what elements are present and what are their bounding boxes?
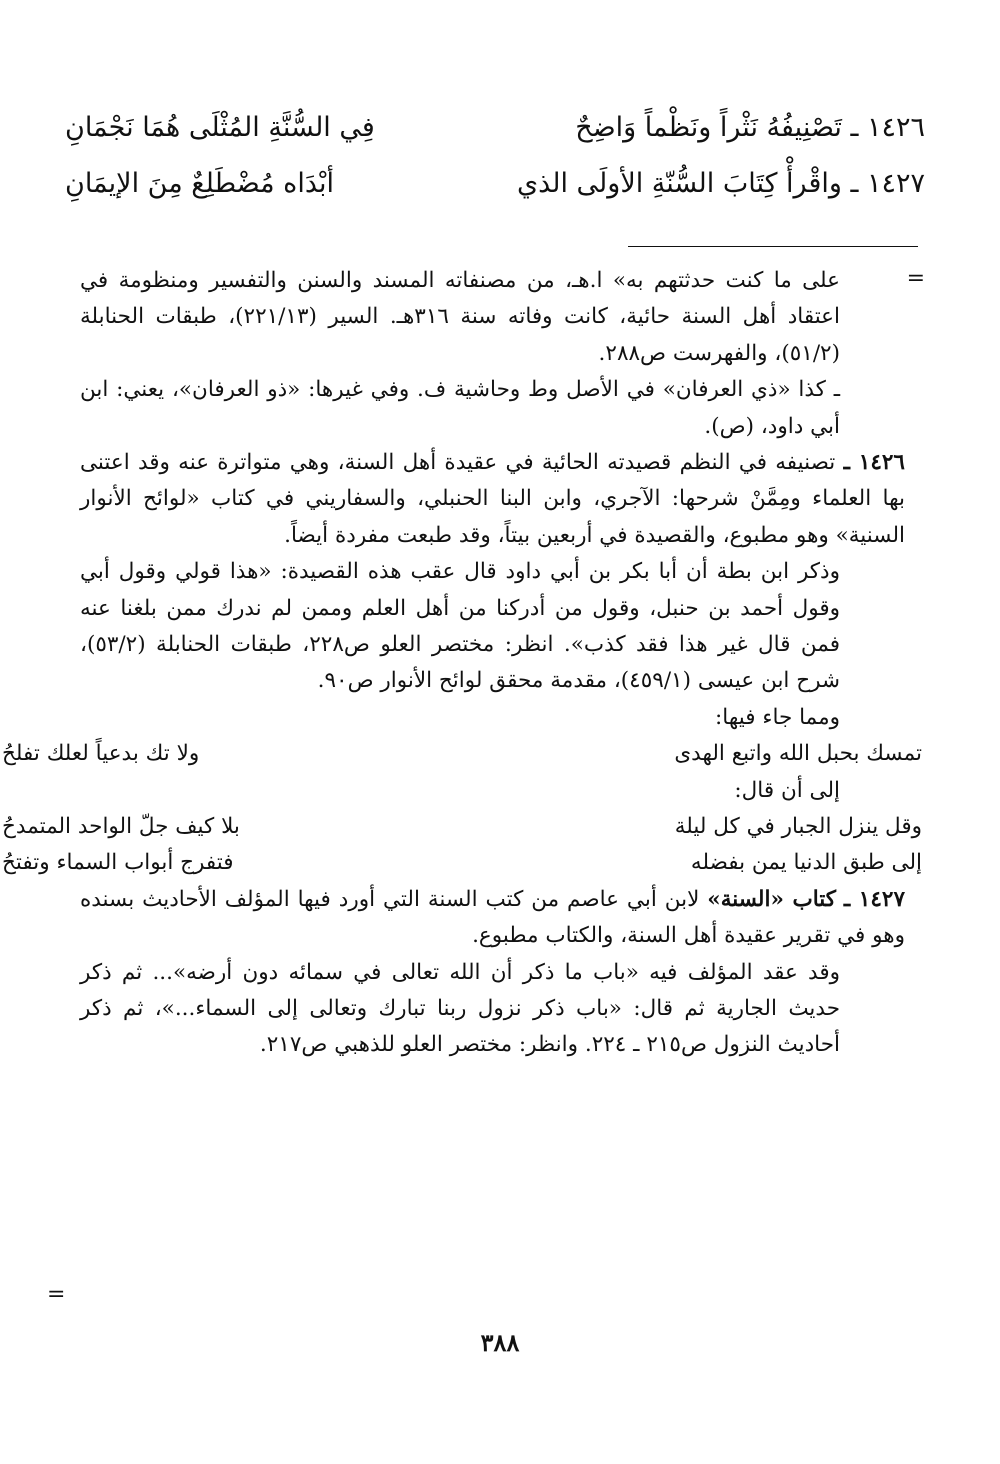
- verse-first-hemistich: وقل ينزل الجبار في كل ليلة: [674, 814, 922, 840]
- footnote-paragraph: وذكر ابن بطة أن أبا بكر بن أبي داود قال عقب هذه القصيدة: «هذا قولي وقول أبي وقول أحمد بن حنبل، وقول من أدركنا من أهل العلم وممن لم ندرك ممن بلغنا عنه فمن قال غير هذا فقد كذب». انظر: مختصر العلو ص٢٢٨، طبقات الحنابلة (٥٣/٢)، شرح ابن عيسى (٤٥٩/١)، مقدمة محقق لوائح الأنوار ص٩٠.: [80, 559, 840, 694]
- footnote-continued: على ما كنت حدثتهم به» ا.هـ، من مصنفاته المسند والسنن والتفسير ومنظومة في اعتقاد أهل السنة حائية، كانت وفاته سنة ٣١٦هـ. السير (٢٢١/١٣)، طبقات الحنابلة (٥١/٢)، والفهرست ص٢٨٨.: [80, 268, 840, 366]
- footnote-1426: [80, 445, 905, 554]
- verse-second-hemistich: فتفرج أبواب السماء وتفتحُ: [2, 850, 234, 876]
- verse-second-hemistich: بلا كيف جلّ الواحد المتمدحُ: [2, 814, 240, 840]
- footnote-variant-note: ـ كذا «ذي العرفان» في الأصل وط وحاشية ف. وفي غيرها: «ذو العرفان»، يعني: ابن أبي داود، (ص).: [80, 377, 840, 439]
- footnote-separator: [628, 246, 918, 247]
- footnote-paragraph: إلى أن قال:: [734, 777, 840, 803]
- quoted-verse: [2, 809, 922, 845]
- verse-second-hemistich: فِي السُّنَّةِ المُثْلَى هُمَا نَجْمَانِ: [65, 112, 375, 143]
- verse-second-hemistich: ولا تك بدعياً لعلك تفلحُ: [2, 741, 200, 767]
- footnote-text: لابن أبي عاصم من كتب السنة التي أورد فيها المؤلف الأحاديث بسنده وهو في تقرير عقيدة أهل السنة، والكتاب مطبوع.: [80, 886, 905, 949]
- footnote-1427: [80, 882, 905, 955]
- footnote-paragraph: وقد عقد المؤلف فيه «باب ما ذكر أن الله تعالى في سمائه دون أرضه»... ثم ذكر حديث الجارية ثم قال: «باب ذكر نزول ربنا تبارك وتعالى إلى السماء...»، ثم ذكر أحاديث النزول ص٢١٥ ـ ٢٢٤. وانظر: مختصر العلو للذهبي ص٢١٧.: [80, 959, 840, 1058]
- footnotes: [2, 263, 922, 1313]
- verse-first-hemistich: ١٤٢٦ ـ تَصْنِيفُهُ نَثْراً ونَظْماً وَاضِحٌ: [575, 112, 925, 143]
- page-number: ٣٨٨: [480, 1328, 520, 1357]
- quoted-verse: [2, 736, 922, 772]
- quoted-verse: [2, 845, 922, 881]
- footnote-title: كتاب «السنة»: [707, 886, 836, 912]
- verse-first-hemistich: إلى طبق الدنيا يمن بفضله: [690, 850, 922, 876]
- footnote-number: ١٤٢٧ ـ: [843, 886, 905, 912]
- verse-second-hemistich: أبْدَاه مُضْطَلِعٌ مِنَ الإيمَانِ: [65, 168, 335, 199]
- poem-verse-1426: [65, 112, 925, 152]
- verse-first-hemistich: ١٤٢٧ ـ واقْرأْ كِتَابَ السُّنّةِ الأولَى الذي: [516, 168, 925, 199]
- verse-first-hemistich: تمسك بحبل الله واتبع الهدى: [674, 741, 922, 767]
- poem-verse-1427: [65, 168, 925, 208]
- footnote-number: ١٤٢٦ ـ: [843, 450, 905, 476]
- footnote-text: تصنيفه في النظم قصيدته الحائية في عقيدة أهل السنة، وهي متواترة عنه وقد اعتنى بها العلماء ومِمَّنْ شرحها: الآجري، وابن البنا الحنبلي، والسفاريني في كتاب «لوائح الأنوار السنية» وهو مطبوع، والقصيدة في أربعين بيتاً، وقد طبعت مفردة أيضاً.: [80, 450, 905, 548]
- continuation-mark-bottom: =: [47, 1282, 66, 1307]
- continuation-mark-top: =: [906, 266, 925, 291]
- footnote-paragraph: ومما جاء فيها:: [715, 704, 840, 730]
